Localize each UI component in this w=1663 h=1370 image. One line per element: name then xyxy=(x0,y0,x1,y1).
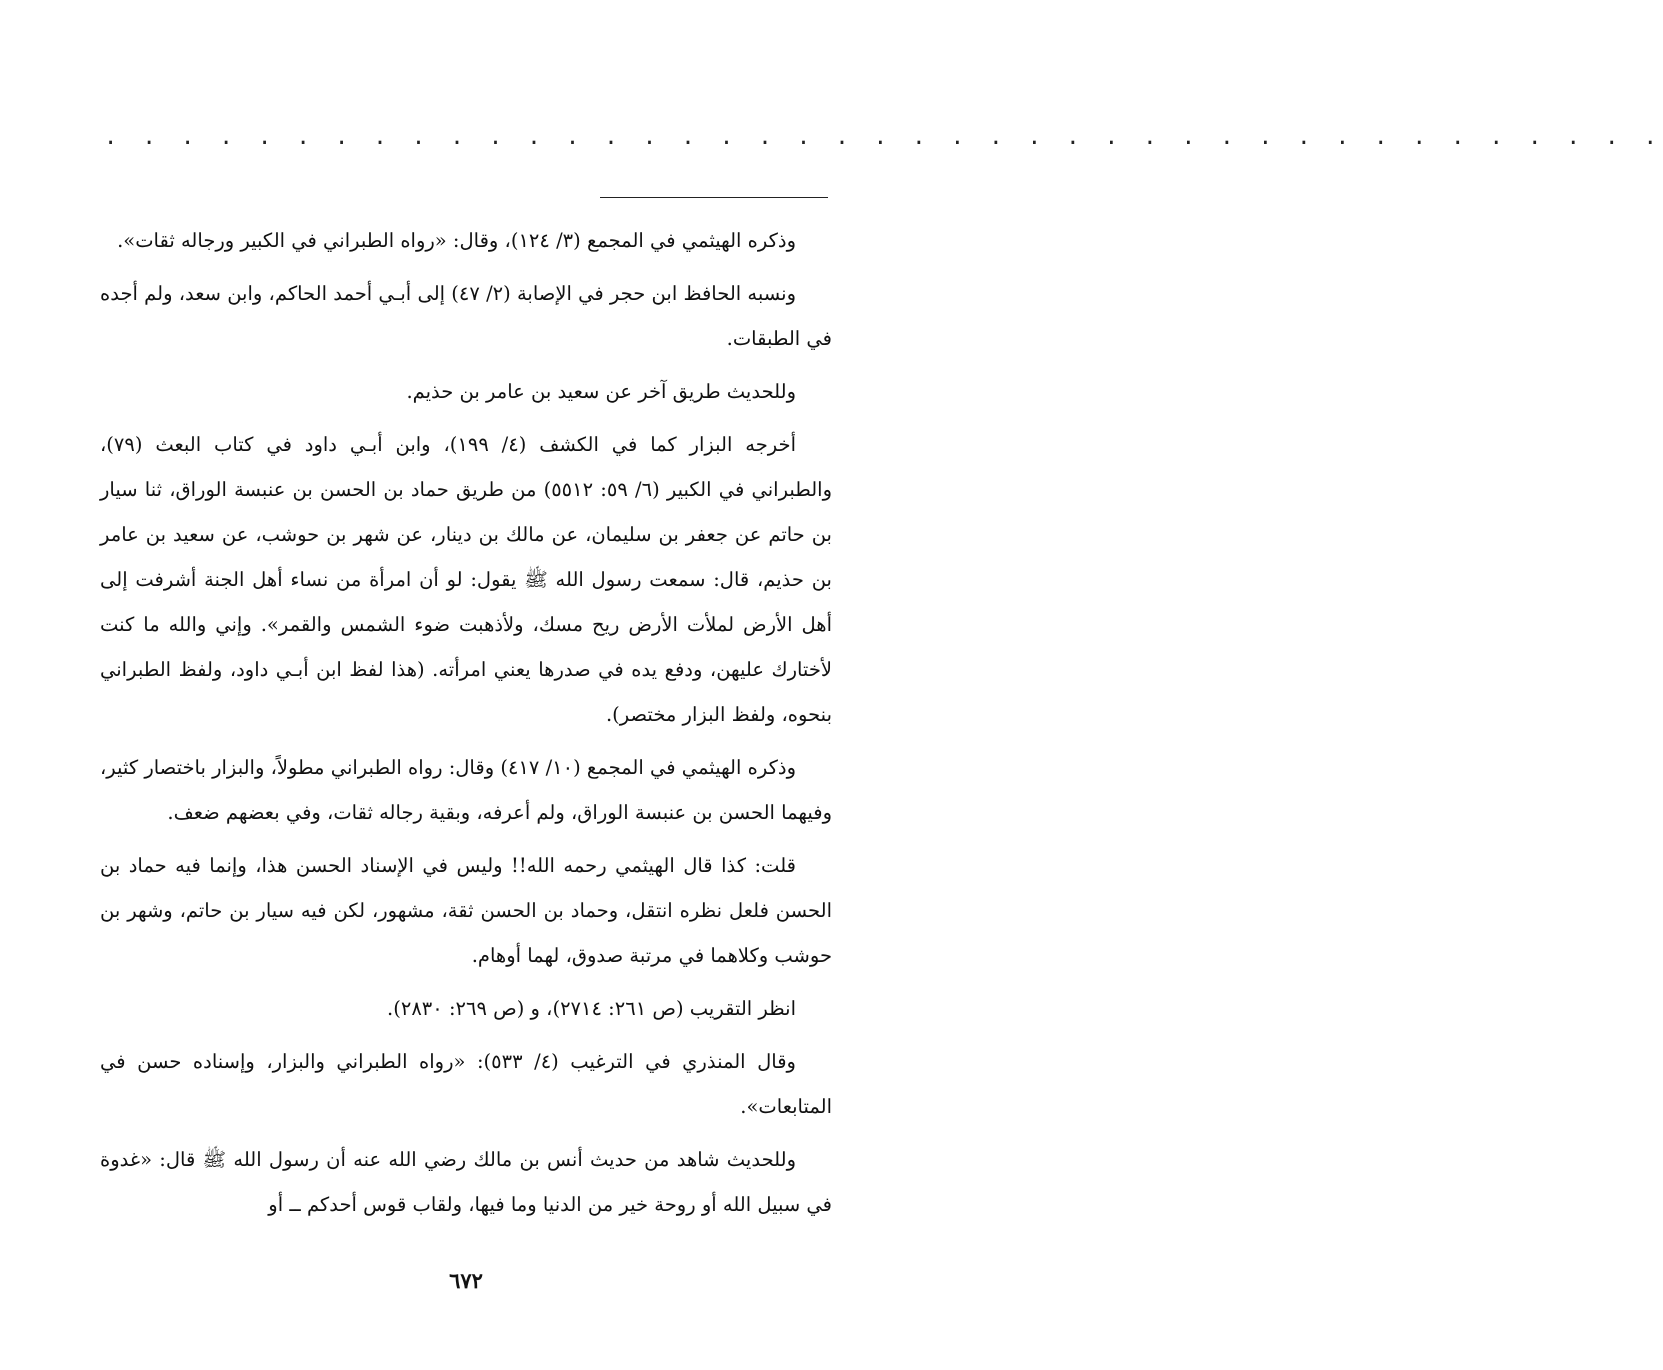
paragraph-6: قلت: كذا قال الهيثمي رحمه الله!! وليس في الإسناد الحسن هذا، وإنما فيه حماد بن الحسن فلعل نظره انتقل، وحماد بن الحسن ثقة، مشهور، لكن فيه سيار بن حاتم، وشهر بن حوشب وكلاهما في مرتبة صدوق، لهما أوهام. xyxy=(100,854,832,967)
paragraph-8: وقال المنذري في الترغيب (٤/ ٥٣٣): «رواه الطبراني والبزار، وإسناده حسن في المتابعات». xyxy=(100,1050,832,1118)
page-number: ٦٧٢ xyxy=(449,1268,483,1293)
paragraph-9: وللحديث شاهد من حديث أنس بن مالك رضي الله عنه أن رسول الله ﷺ قال: «غدوة في سبيل الله أو روحة خير من الدنيا وما فيها، ولقاب قوس أحدكم ــ أو xyxy=(100,1148,832,1216)
paragraph-3: وللحديث طريق آخر عن سعيد بن عامر بن حذيم. xyxy=(406,380,796,403)
paragraph-2: ونسبه الحافظ ابن حجر في الإصابة (٢/ ٤٧) إلى أبـي أحمد الحاكم، وابن سعد، ولم أجده في الطبقات. xyxy=(100,282,832,350)
footnote-rule xyxy=(600,197,828,198)
paragraph-1: وذكره الهيثمي في المجمع (٣/ ١٢٤)، وقال: «رواه الطبراني في الكبير ورجاله ثقات». xyxy=(117,229,796,252)
footnote-dotted-separator: . . . . . . . . . . . . . . . . . . . . . . . . . . . . . . . . . . . . . . . . . xyxy=(104,125,1663,150)
footnote-text xyxy=(100,218,832,1235)
paragraph-5: وذكره الهيثمي في المجمع (١٠/ ٤١٧) وقال: رواه الطبراني مطولاً، والبزار باختصار كثير، وفيهما الحسن بن عنبسة الوراق، ولم أعرفه، وبقية رجاله ثقات، وفي بعضهم ضعف. xyxy=(100,756,832,824)
paragraph-7: انظر التقريب (ص ٢٦١: ٢٧١٤)، و (ص ٢٦٩: ٢٨٣٠). xyxy=(387,997,796,1020)
paragraph-4: أخرجه البزار كما في الكشف (٤/ ١٩٩)، وابن أبـي داود في كتاب البعث (٧٩)، والطبراني في الكبير (٦/ ٥٩: ٥٥١٢) من طريق حماد بن الحسن بن عنبسة الوراق، ثنا سيار بن حاتم عن جعفر بن سليمان، عن مالك بن دينار، عن شهر بن حوشب، عن سعيد بن عامر بن حذيم، قال: سمعت رسول الله ﷺ يقول: لو أن امرأة من نساء أهل الجنة أشرفت إلى أهل الأرض لملأت الأرض ريح مسك، ولأذهبت ضوء الشمس والقمر». وإني والله ما كنت لأختارك عليهن، ودفع يده في صدرها يعني امرأته. (هذا لفظ ابن أبـي داود، ولفظ الطبراني بنحوه، ولفظ البزار مختصر). xyxy=(100,433,832,726)
